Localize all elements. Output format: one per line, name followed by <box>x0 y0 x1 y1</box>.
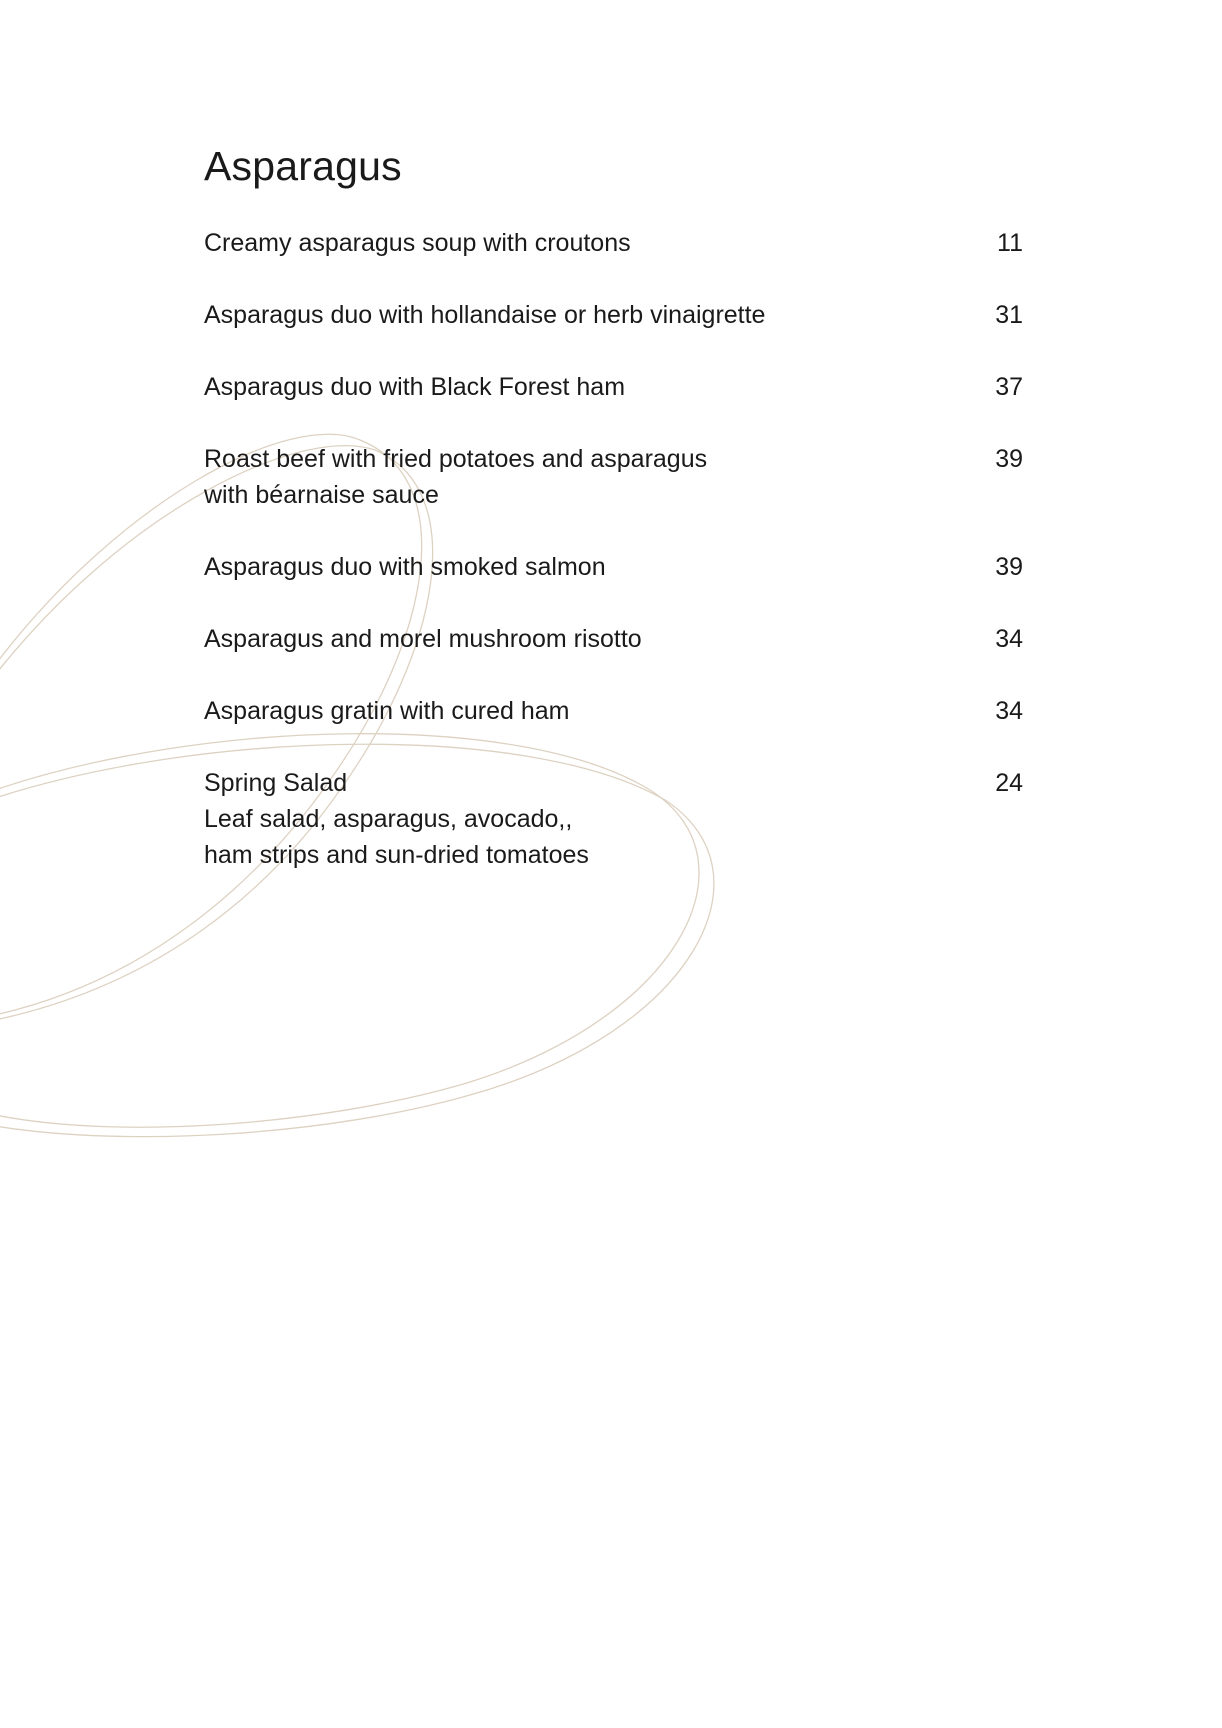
menu-item-price: 34 <box>995 697 1023 726</box>
menu-item-description <box>204 225 904 261</box>
menu-section <box>204 142 1024 909</box>
menu-item-description <box>204 549 904 585</box>
menu-item-description <box>204 621 904 657</box>
menu-item-list <box>204 225 1024 873</box>
menu-item <box>204 549 1024 585</box>
menu-title: Asparagus <box>204 143 402 189</box>
menu-item-price: 24 <box>995 769 1023 798</box>
menu-item-price: 39 <box>995 445 1023 474</box>
menu-item-name: Asparagus and morel mushroom risotto <box>204 625 642 654</box>
menu-item-description <box>204 765 904 873</box>
menu-item-name: Roast beef with fried potatoes and asparagus <box>204 445 708 474</box>
menu-item <box>204 693 1024 729</box>
menu-item-description <box>204 441 904 513</box>
menu-item <box>204 765 1024 873</box>
menu-item-detail-line: with béarnaise sauce <box>204 481 439 510</box>
menu-item <box>204 621 1024 657</box>
menu-item-name: Spring Salad <box>204 769 348 798</box>
menu-item-detail-line: Leaf salad, asparagus, avocado,, <box>204 805 573 834</box>
menu-item-description <box>204 297 904 333</box>
menu-item <box>204 441 1024 513</box>
menu-item-name: Asparagus duo with smoked salmon <box>204 553 606 582</box>
menu-item-detail-line: ham strips and sun-dried tomatoes <box>204 841 589 870</box>
menu-item-price: 37 <box>995 373 1023 402</box>
menu-item-price: 39 <box>995 553 1023 582</box>
menu-item-name: Asparagus duo with hollandaise or herb vinaigrette <box>204 301 766 330</box>
menu-item-name: Asparagus gratin with cured ham <box>204 697 570 726</box>
menu-item-price: 34 <box>995 625 1023 654</box>
menu-item <box>204 369 1024 405</box>
menu-item-description <box>204 369 904 405</box>
menu-item-description <box>204 693 904 729</box>
menu-item-price: 11 <box>997 229 1023 258</box>
menu-item-name: Creamy asparagus soup with croutons <box>204 229 631 258</box>
menu-item <box>204 297 1024 333</box>
menu-item-price: 31 <box>995 301 1023 330</box>
menu-item-name: Asparagus duo with Black Forest ham <box>204 373 626 402</box>
menu-item <box>204 225 1024 261</box>
